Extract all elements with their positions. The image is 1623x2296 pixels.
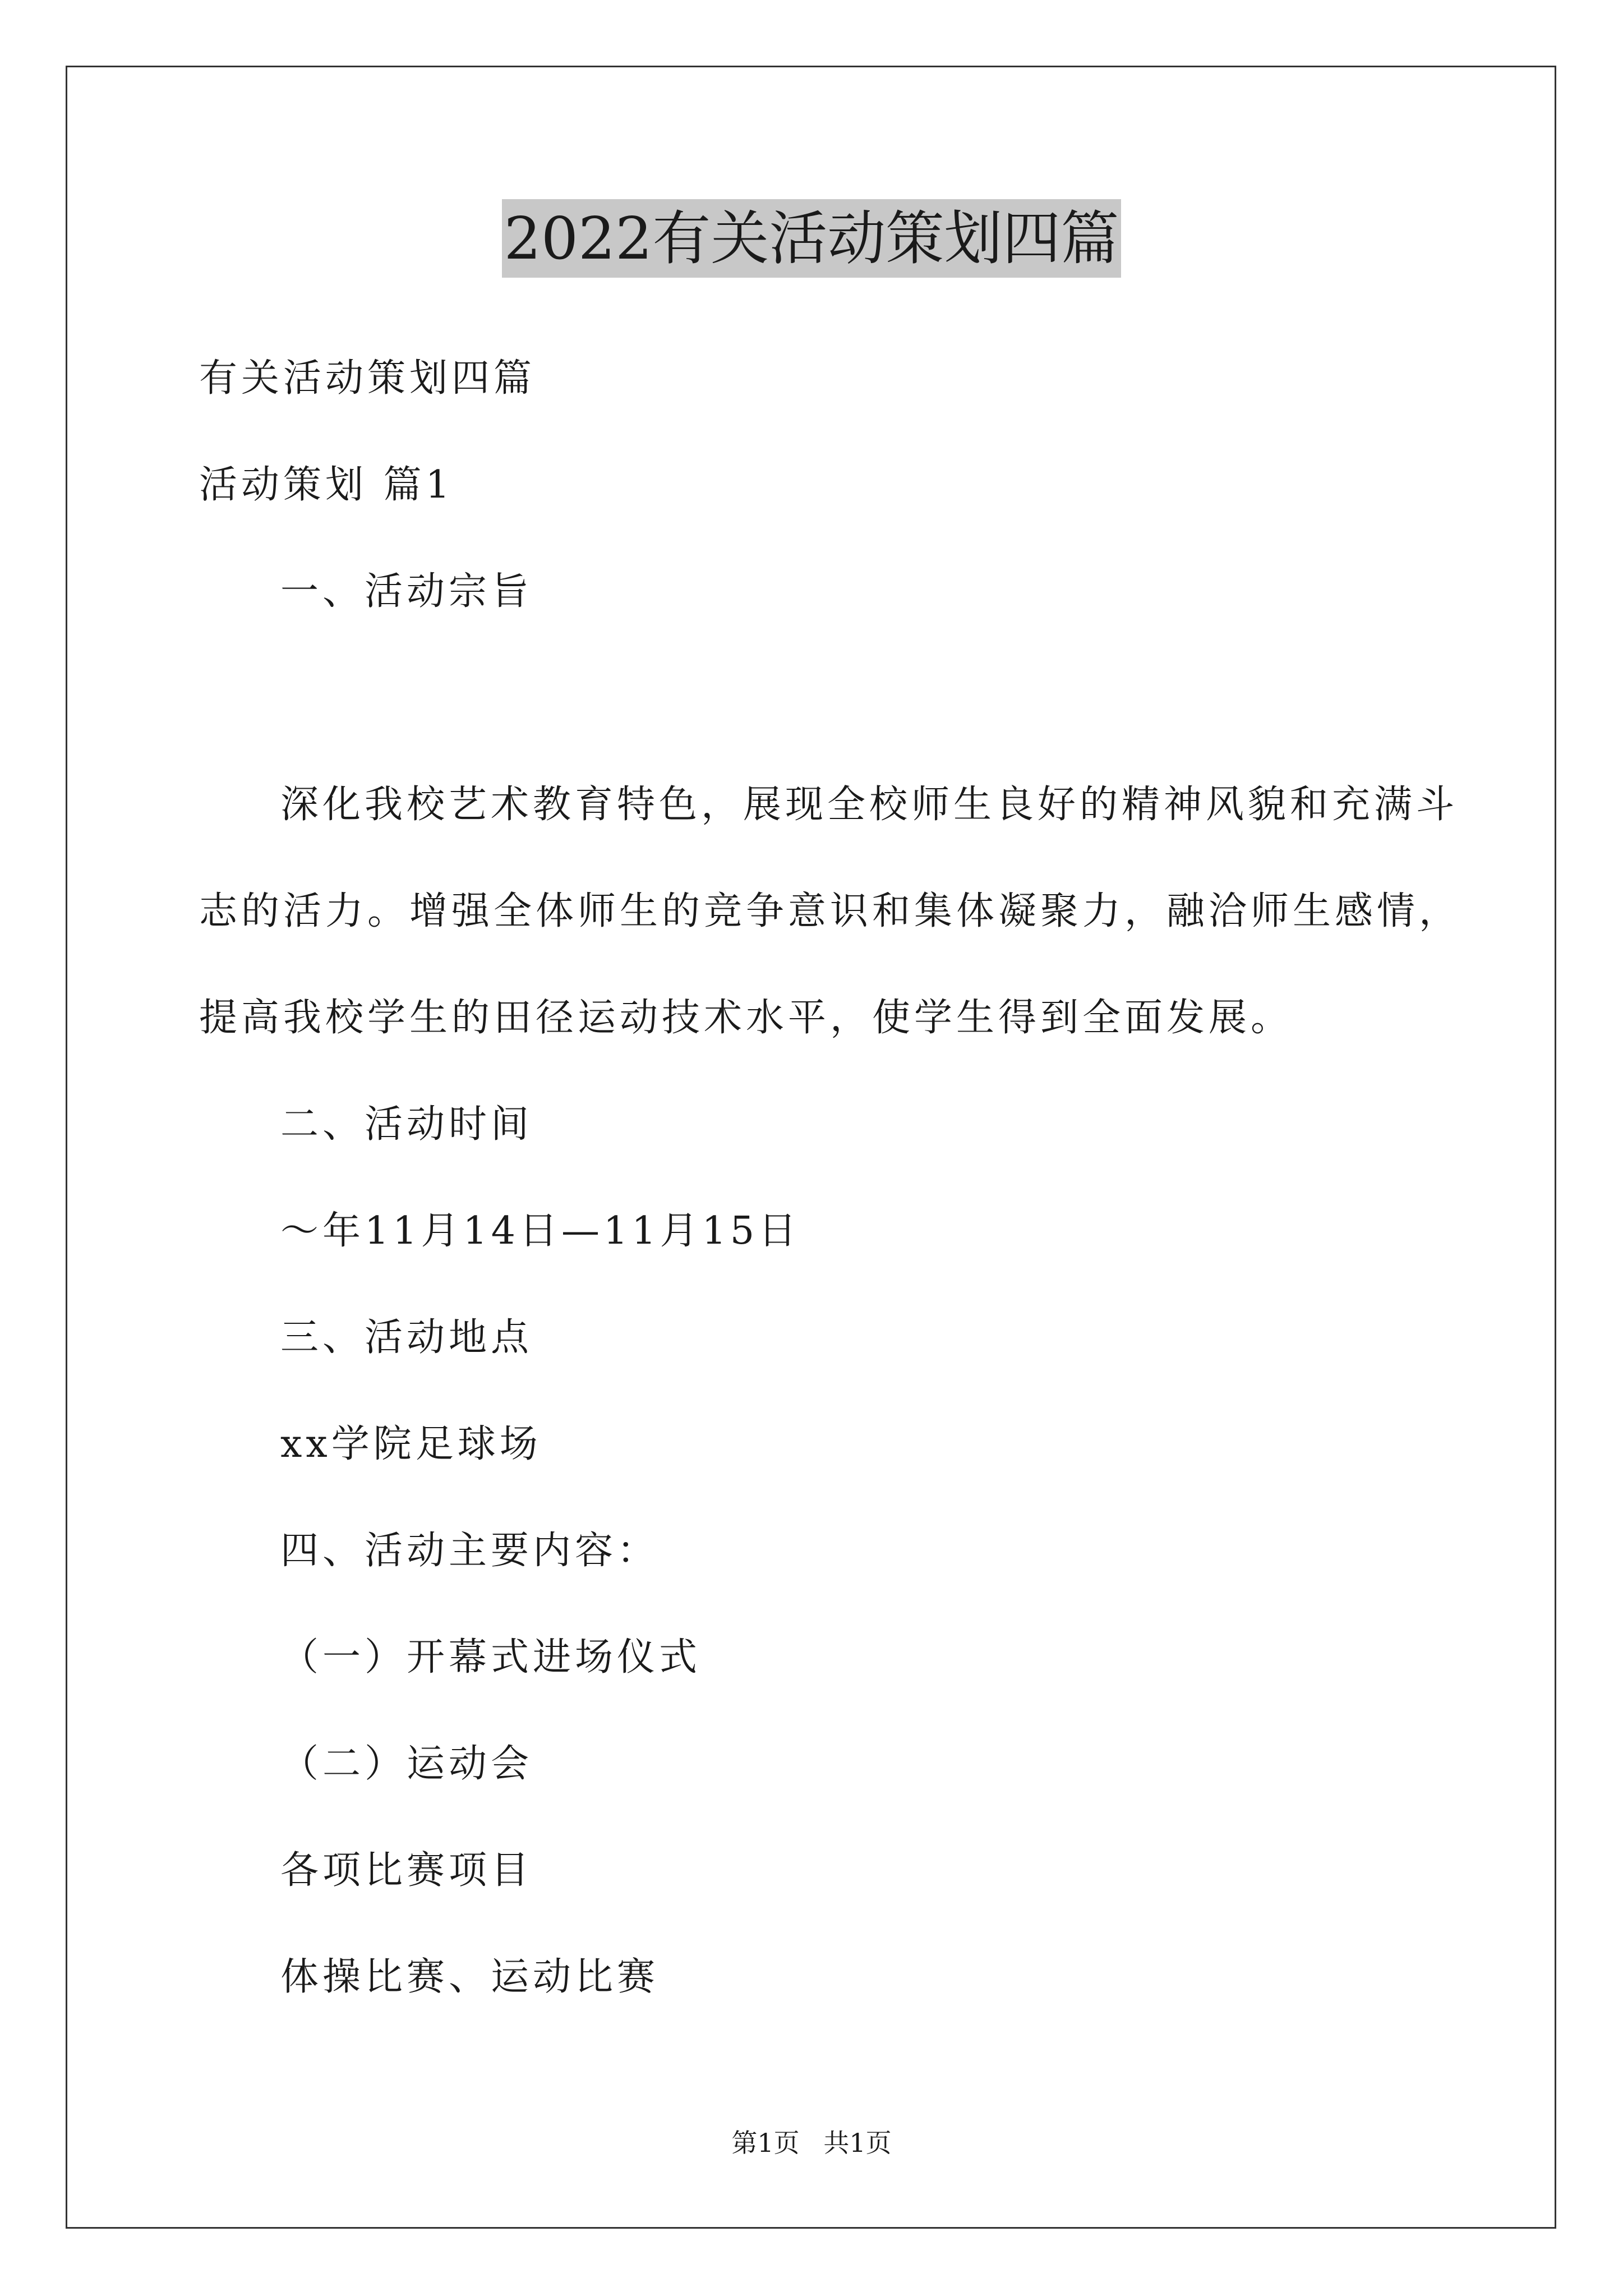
time-value: ～年11月14日—11月15日 xyxy=(280,1209,801,1253)
heading-location: 三、活动地点 xyxy=(280,1315,533,1360)
paragraph-line-1: 深化我校艺术教育特色，展现全校师生良好的精神风貌和充满斗 xyxy=(280,783,1459,827)
heading-purpose: 一、活动宗旨 xyxy=(280,569,533,614)
location-value: xx学院足球场 xyxy=(280,1422,542,1466)
title-container xyxy=(0,199,1623,278)
competition-items-label: 各项比赛项目 xyxy=(280,1848,533,1893)
page-footer xyxy=(0,2126,1623,2160)
paragraph-line-2: 志的活力。增强全体师生的竞争意识和集体凝聚力，融洽师生感情， xyxy=(199,889,1461,933)
page-total: 共1页 xyxy=(823,2128,892,2158)
item-sports-meet: （二）运动会 xyxy=(280,1742,533,1786)
subtitle-line: 有关活动策划四篇 xyxy=(199,356,536,401)
heading-main-content: 四、活动主要内容： xyxy=(280,1529,660,1573)
document-title: 2022有关活动策划四篇 xyxy=(502,199,1122,278)
item-opening-ceremony: （一）开幕式进场仪式 xyxy=(280,1635,702,1680)
heading-time: 二、活动时间 xyxy=(280,1102,533,1147)
paragraph-line-3: 提高我校学生的田径运动技术水平，使学生得到全面发展。 xyxy=(199,996,1293,1040)
page-number: 第1页 xyxy=(731,2128,800,2158)
section-heading-piece-1: 活动策划 篇1 xyxy=(199,463,454,507)
competition-items-value: 体操比赛、运动比赛 xyxy=(280,1955,660,1999)
